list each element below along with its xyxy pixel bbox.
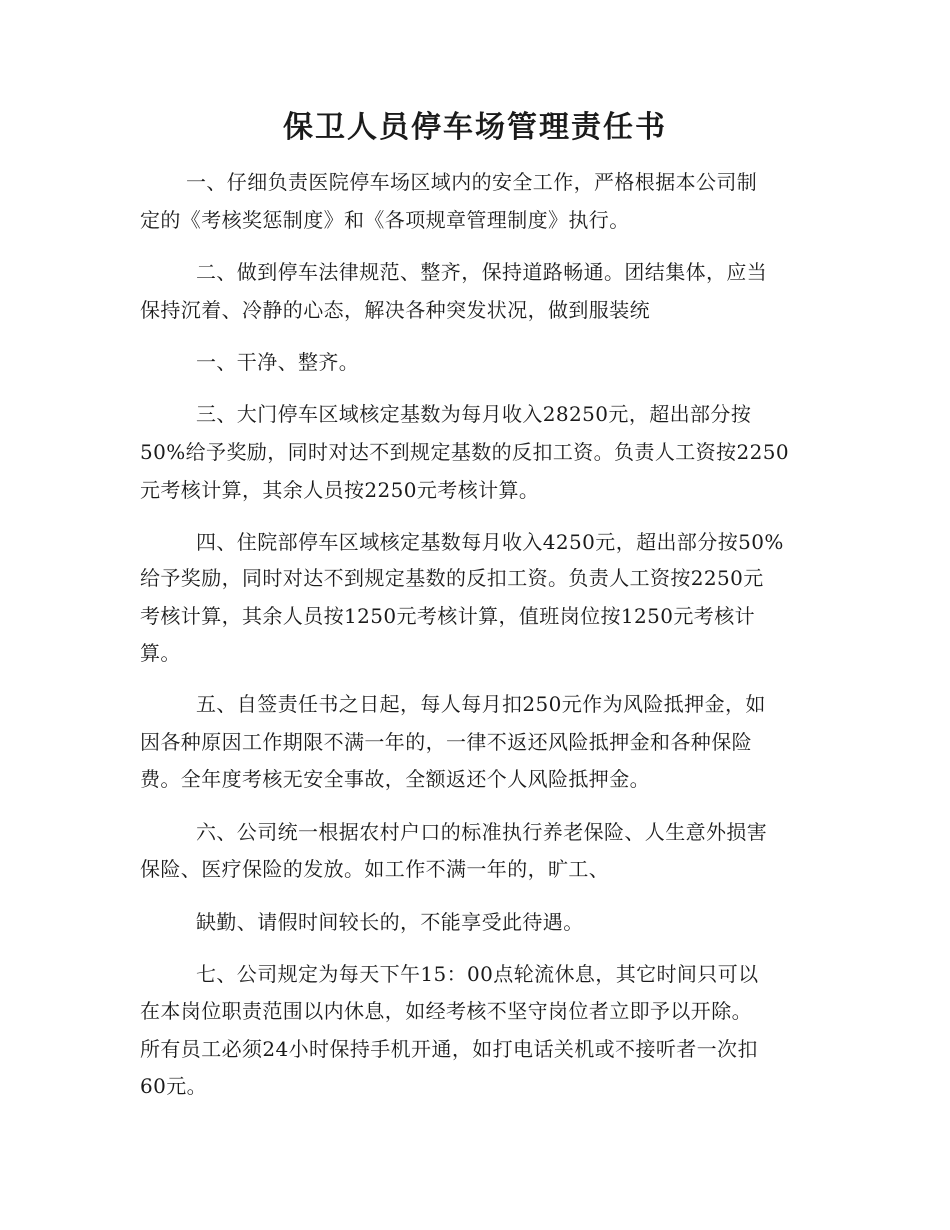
clause-4-line-4: 算。 bbox=[140, 641, 181, 665]
clause-2-line-2: 保持沉着、冷静的心态，解决各种突发状况，做到服装统 bbox=[140, 298, 650, 322]
clause-5-line-1: 五、自签责任书之日起，每人每月扣250元作为风险抵押金，如 bbox=[196, 692, 766, 716]
clause-3-line-1: 三、大门停车区域核定基数为每月收入28250元，超出部分按 bbox=[196, 402, 752, 426]
clause-6-line-3: 缺勤、请假时间较长的，不能享受此待遇。 bbox=[196, 910, 584, 934]
clause-2-line-3: 一、干净、整齐。 bbox=[196, 350, 360, 374]
clause-6-line-1: 六、公司统一根据农村户口的标准执行养老保险、人生意外损害 bbox=[196, 820, 768, 844]
clause-3-line-2: 50%给予奖励，同时对达不到规定基数的反扣工资。负责人工资按2250 bbox=[140, 440, 789, 464]
clause-4-line-3: 考核计算，其余人员按1250元考核计算，值班岗位按1250元考核计 bbox=[140, 604, 755, 628]
clause-1-line-1: 一、仔细负责医院停车场区域内的安全工作，严格根据本公司制 bbox=[186, 170, 758, 194]
clause-1-line-2: 定的《考核奖惩制度》和《各项规章管理制度》执行。 bbox=[140, 208, 630, 232]
clause-4-line-2: 给予奖励，同时对达不到规定基数的反扣工资。负责人工资按2250元 bbox=[140, 566, 764, 590]
clause-5-line-3: 费。全年度考核无安全事故，全额返还个人风险抵押金。 bbox=[140, 767, 650, 791]
clause-5-line-2: 因各种原因工作期限不满一年的，一律不返还风险抵押金和各种保险 bbox=[140, 730, 752, 754]
clause-6-line-2: 保险、医疗保险的发放。如工作不满一年的，旷工、 bbox=[140, 857, 610, 881]
clause-7-line-4: 60元。 bbox=[140, 1074, 208, 1098]
clause-2-line-1: 二、做到停车法律规范、整齐，保持道路畅通。团结集体，应当 bbox=[196, 260, 768, 284]
clause-7-line-1: 七、公司规定为每天下午15：00点轮流休息，其它时间只可以 bbox=[196, 962, 759, 986]
document-title: 保卫人员停车场管理责任书 bbox=[283, 110, 667, 145]
clause-7-line-3: 所有员工必须24小时保持手机开通，如打电话关机或不接听者一次扣 bbox=[140, 1037, 758, 1061]
clause-3-line-3: 元考核计算，其余人员按2250元考核计算。 bbox=[140, 478, 540, 502]
clause-4-line-1: 四、住院部停车区域核定基数每月收入4250元，超出部分按50% bbox=[196, 530, 784, 554]
clause-7-line-2: 在本岗位职责范围以内休息，如经考核不坚守岗位者立即予以开除。 bbox=[140, 999, 752, 1023]
